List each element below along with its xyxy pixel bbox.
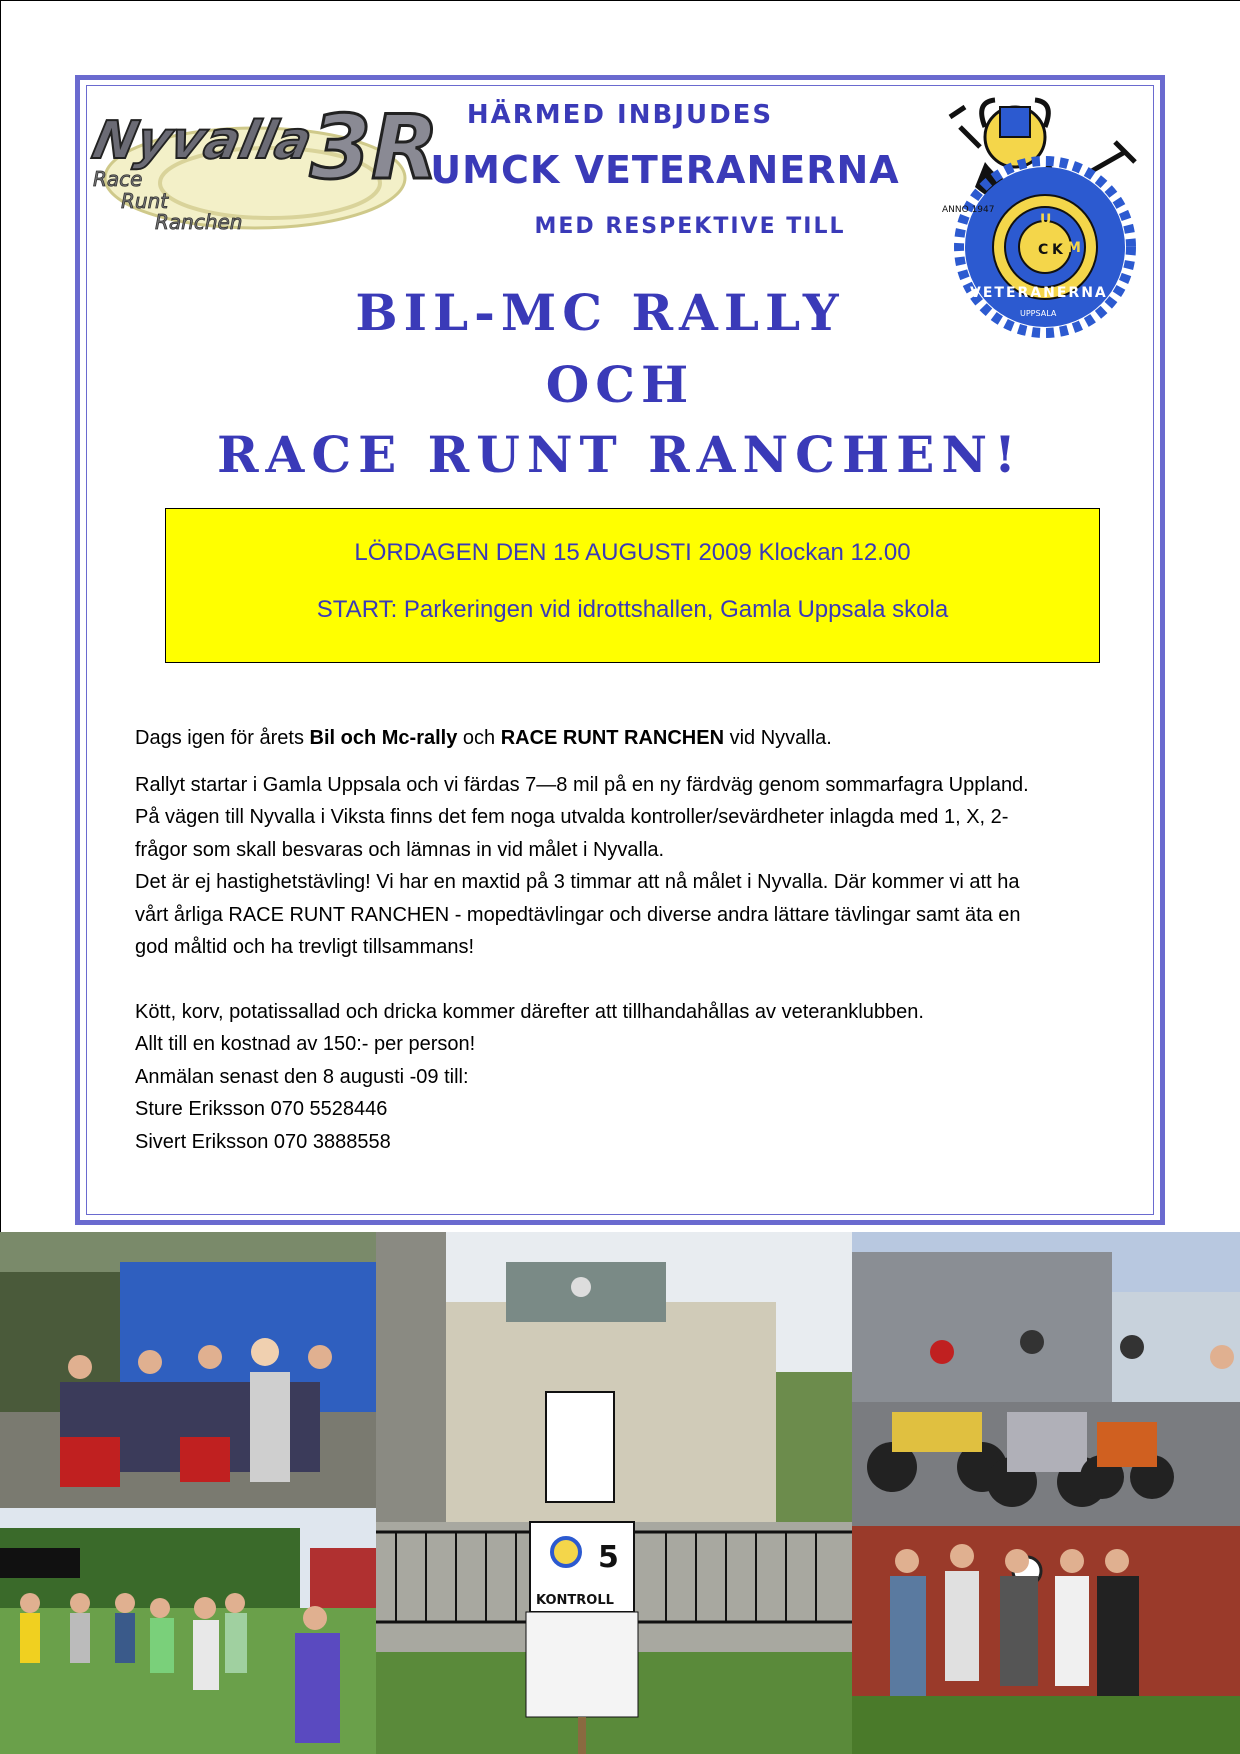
rally-line-2: På vägen till Nyvalla i Viksta finns det fem noga utvalda kontroller/sevärdheter inlagda med 1, X, 2- [135,806,1009,828]
invite-line: HÄRMED INBJUDES [466,100,774,130]
club-name: UMCK VETERANERNA [430,148,900,192]
intro-post: vid Nyvalla. [724,727,832,749]
intro-mid: och [457,727,501,749]
intro-pre: Dags igen för årets [135,727,310,749]
photo-manor-with-control-sign [376,1232,852,1754]
logo-letter-u: U [1040,212,1052,228]
photo-group-standing-field [0,1508,376,1754]
rally-line-4: Det är ej hastighetstävling! Vi har en maxtid på 3 timmar att nå målet i Nyvalla. Där kommer vi att ha [135,871,1020,893]
rally-line-1: Rallyt startar i Gamla Uppsala och vi färdas 7—8 mil på en ny färdväg genom sommarfagra Uppland. [135,773,1029,796]
event-date: LÖRDAGEN DEN 15 AUGUSTI 2009 Klockan 12.00 [354,539,911,566]
invitation-body [135,722,1145,1158]
rally-line-3: frågor som skall besvaras och lämnas in vid målet i Nyvalla. [135,838,665,861]
photo-group-red-barn [852,1526,1240,1754]
event-start-location: START: Parkeringen vid idrottshallen, Gamla Uppsala skola [316,596,949,623]
headline-line1: BIL-MC RALLY [355,283,845,342]
rally-line-5: vårt årliga RACE RUNT RANCHEN - mopedtävlingar och diverse andra lättare tävlingar samt äta en [135,903,1021,926]
logo-city: UPPSALA [1020,309,1057,318]
photo-motorcycles [852,1232,1240,1526]
logo-letter-m: M [1067,240,1081,256]
logo-letter-k: K [1052,242,1063,258]
invite-subline: MED RESPEKTIVE TILL [534,214,846,239]
logo-suffix-text: 3R [310,96,439,199]
headline-line2: OCH [545,355,695,414]
event-info-box [165,508,1100,663]
contact-sture: Sture Eriksson 070 5528446 [135,1098,388,1120]
intro-paragraph [135,722,1145,755]
logo-sub2: Runt [121,189,169,213]
intro-bold-rally: Bil och Mc-rally [309,727,458,749]
cost-line: Allt till en kostnad av 150:- per person! [135,1033,476,1055]
logo-ring-text: VETERANERNA [970,285,1108,301]
control-sign-label: KONTROLL [536,1593,614,1608]
food-line: Kött, korv, potatissallad och dricka kommer därefter att tillhandahållas av veteranklubben. [135,1000,924,1023]
logo-sub1: Race [93,167,143,191]
intro-bold-race: RACE RUNT RANCHEN [500,727,725,749]
logo-sub3: Ranchen [155,210,243,234]
rally-line-6: god måltid och ha trevligt tillsammans! [135,936,475,958]
spacer [135,964,1145,996]
registration-line: Anmälan senast den 8 augusti -09 till: [135,1065,469,1088]
photo-group-seated-tent [0,1232,376,1508]
logo-anno: ANNO 1947 [942,205,995,215]
nyvalla-3r-logo [87,88,439,238]
contact-sivert: Sivert Eriksson 070 3888558 [135,1130,391,1153]
logo-main-text: Nyvalla [87,110,318,171]
control-sign-number: 5 [598,1540,619,1575]
logo-letter-c: C [1038,242,1049,258]
headline-line3: RACE RUNT RANCHEN! [217,425,1023,484]
